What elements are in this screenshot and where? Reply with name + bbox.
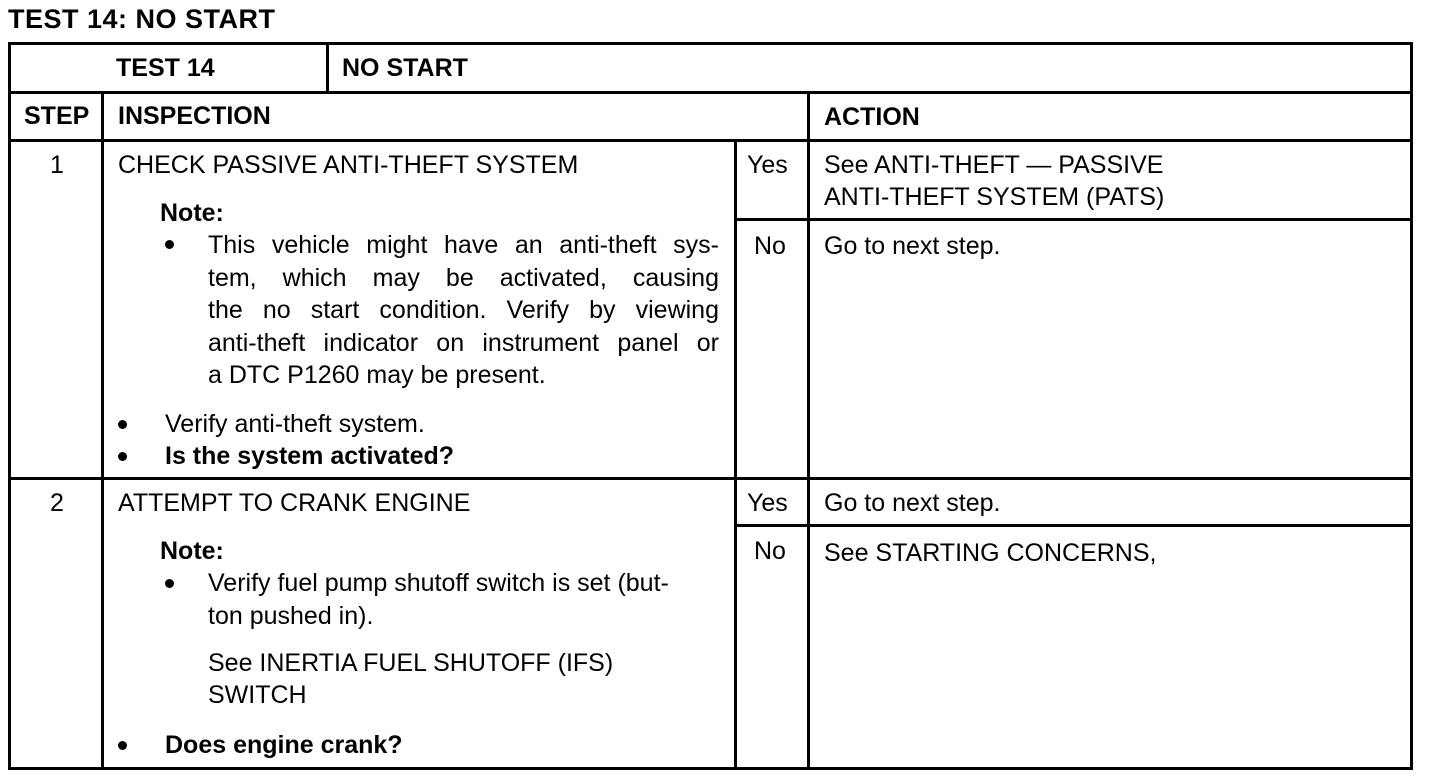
- note-label: Note:: [160, 199, 224, 227]
- note-line: This vehicle might have an anti-theft sys-: [208, 231, 719, 259]
- rule-header-bottom: [8, 91, 1413, 94]
- note-line: anti-theft indicator on instrument panel or: [208, 328, 719, 357]
- note-reference: See INERTIA FUEL SHUTOFF (IFS): [208, 649, 614, 677]
- rule-answer-column-step2: [734, 477, 737, 770]
- step-heading: CHECK PASSIVE ANTI-THEFT SYSTEM: [118, 151, 579, 179]
- action-text: See STARTING CONCERNS,: [824, 539, 1157, 567]
- rule-columns-bottom: [8, 139, 1413, 142]
- bullet-icon: [165, 240, 174, 249]
- rule-answer-column-step1: [734, 139, 737, 480]
- answer-no: No: [754, 537, 786, 565]
- note-text: [208, 229, 719, 392]
- note-line: ton pushed in).: [208, 601, 374, 630]
- question-text: Is the system activated?: [165, 442, 455, 470]
- bullet-text: Verify anti-theft system.: [165, 410, 425, 438]
- rule-step1-yes-bottom: [735, 218, 1413, 221]
- action-text: ANTI-THEFT SYSTEM (PATS): [824, 183, 1165, 211]
- column-header-step: STEP: [24, 102, 90, 130]
- note-line: the no start condition. Verify by viewing: [208, 296, 719, 324]
- rule-step-column: [101, 91, 104, 770]
- bullet-icon: [118, 741, 127, 750]
- bullet-icon: [165, 579, 174, 588]
- note-line: Verify fuel pump shutoff switch is set (but-: [208, 569, 669, 597]
- rule-action-column-header: [807, 91, 810, 142]
- note-line: a DTC P1260 may be present.: [208, 361, 546, 389]
- bullet-icon: [118, 420, 127, 429]
- test-name: NO START: [342, 54, 468, 82]
- column-header-action: ACTION: [824, 103, 920, 131]
- answer-no: No: [754, 232, 786, 260]
- action-text: See ANTI-THEFT — PASSIVE: [824, 151, 1164, 179]
- rule-step2-yes-bottom: [735, 524, 1413, 527]
- page-title: TEST 14: NO START: [8, 4, 276, 34]
- action-text: Go to next step.: [824, 489, 1001, 517]
- note-line: tem, which may be activated, causing: [208, 263, 719, 292]
- bullet-icon: [118, 452, 127, 461]
- step-number: 1: [50, 151, 64, 179]
- note-label: Note:: [160, 537, 224, 565]
- action-text: Go to next step.: [824, 232, 1001, 260]
- note-text: [208, 567, 719, 632]
- test-label: TEST 14: [116, 54, 215, 82]
- rule-step1-bottom: [8, 477, 1413, 480]
- step-number: 2: [50, 489, 64, 517]
- rule-header-divider: [326, 42, 329, 94]
- answer-yes: Yes: [747, 151, 788, 179]
- step-heading: ATTEMPT TO CRANK ENGINE: [118, 489, 471, 517]
- answer-yes: Yes: [747, 489, 788, 517]
- question-text: Does engine crank?: [165, 731, 403, 759]
- rule-action-column-step1: [807, 139, 810, 480]
- column-header-inspection: INSPECTION: [118, 102, 271, 130]
- note-reference: SWITCH: [208, 681, 307, 709]
- rule-action-column-step2: [807, 477, 810, 770]
